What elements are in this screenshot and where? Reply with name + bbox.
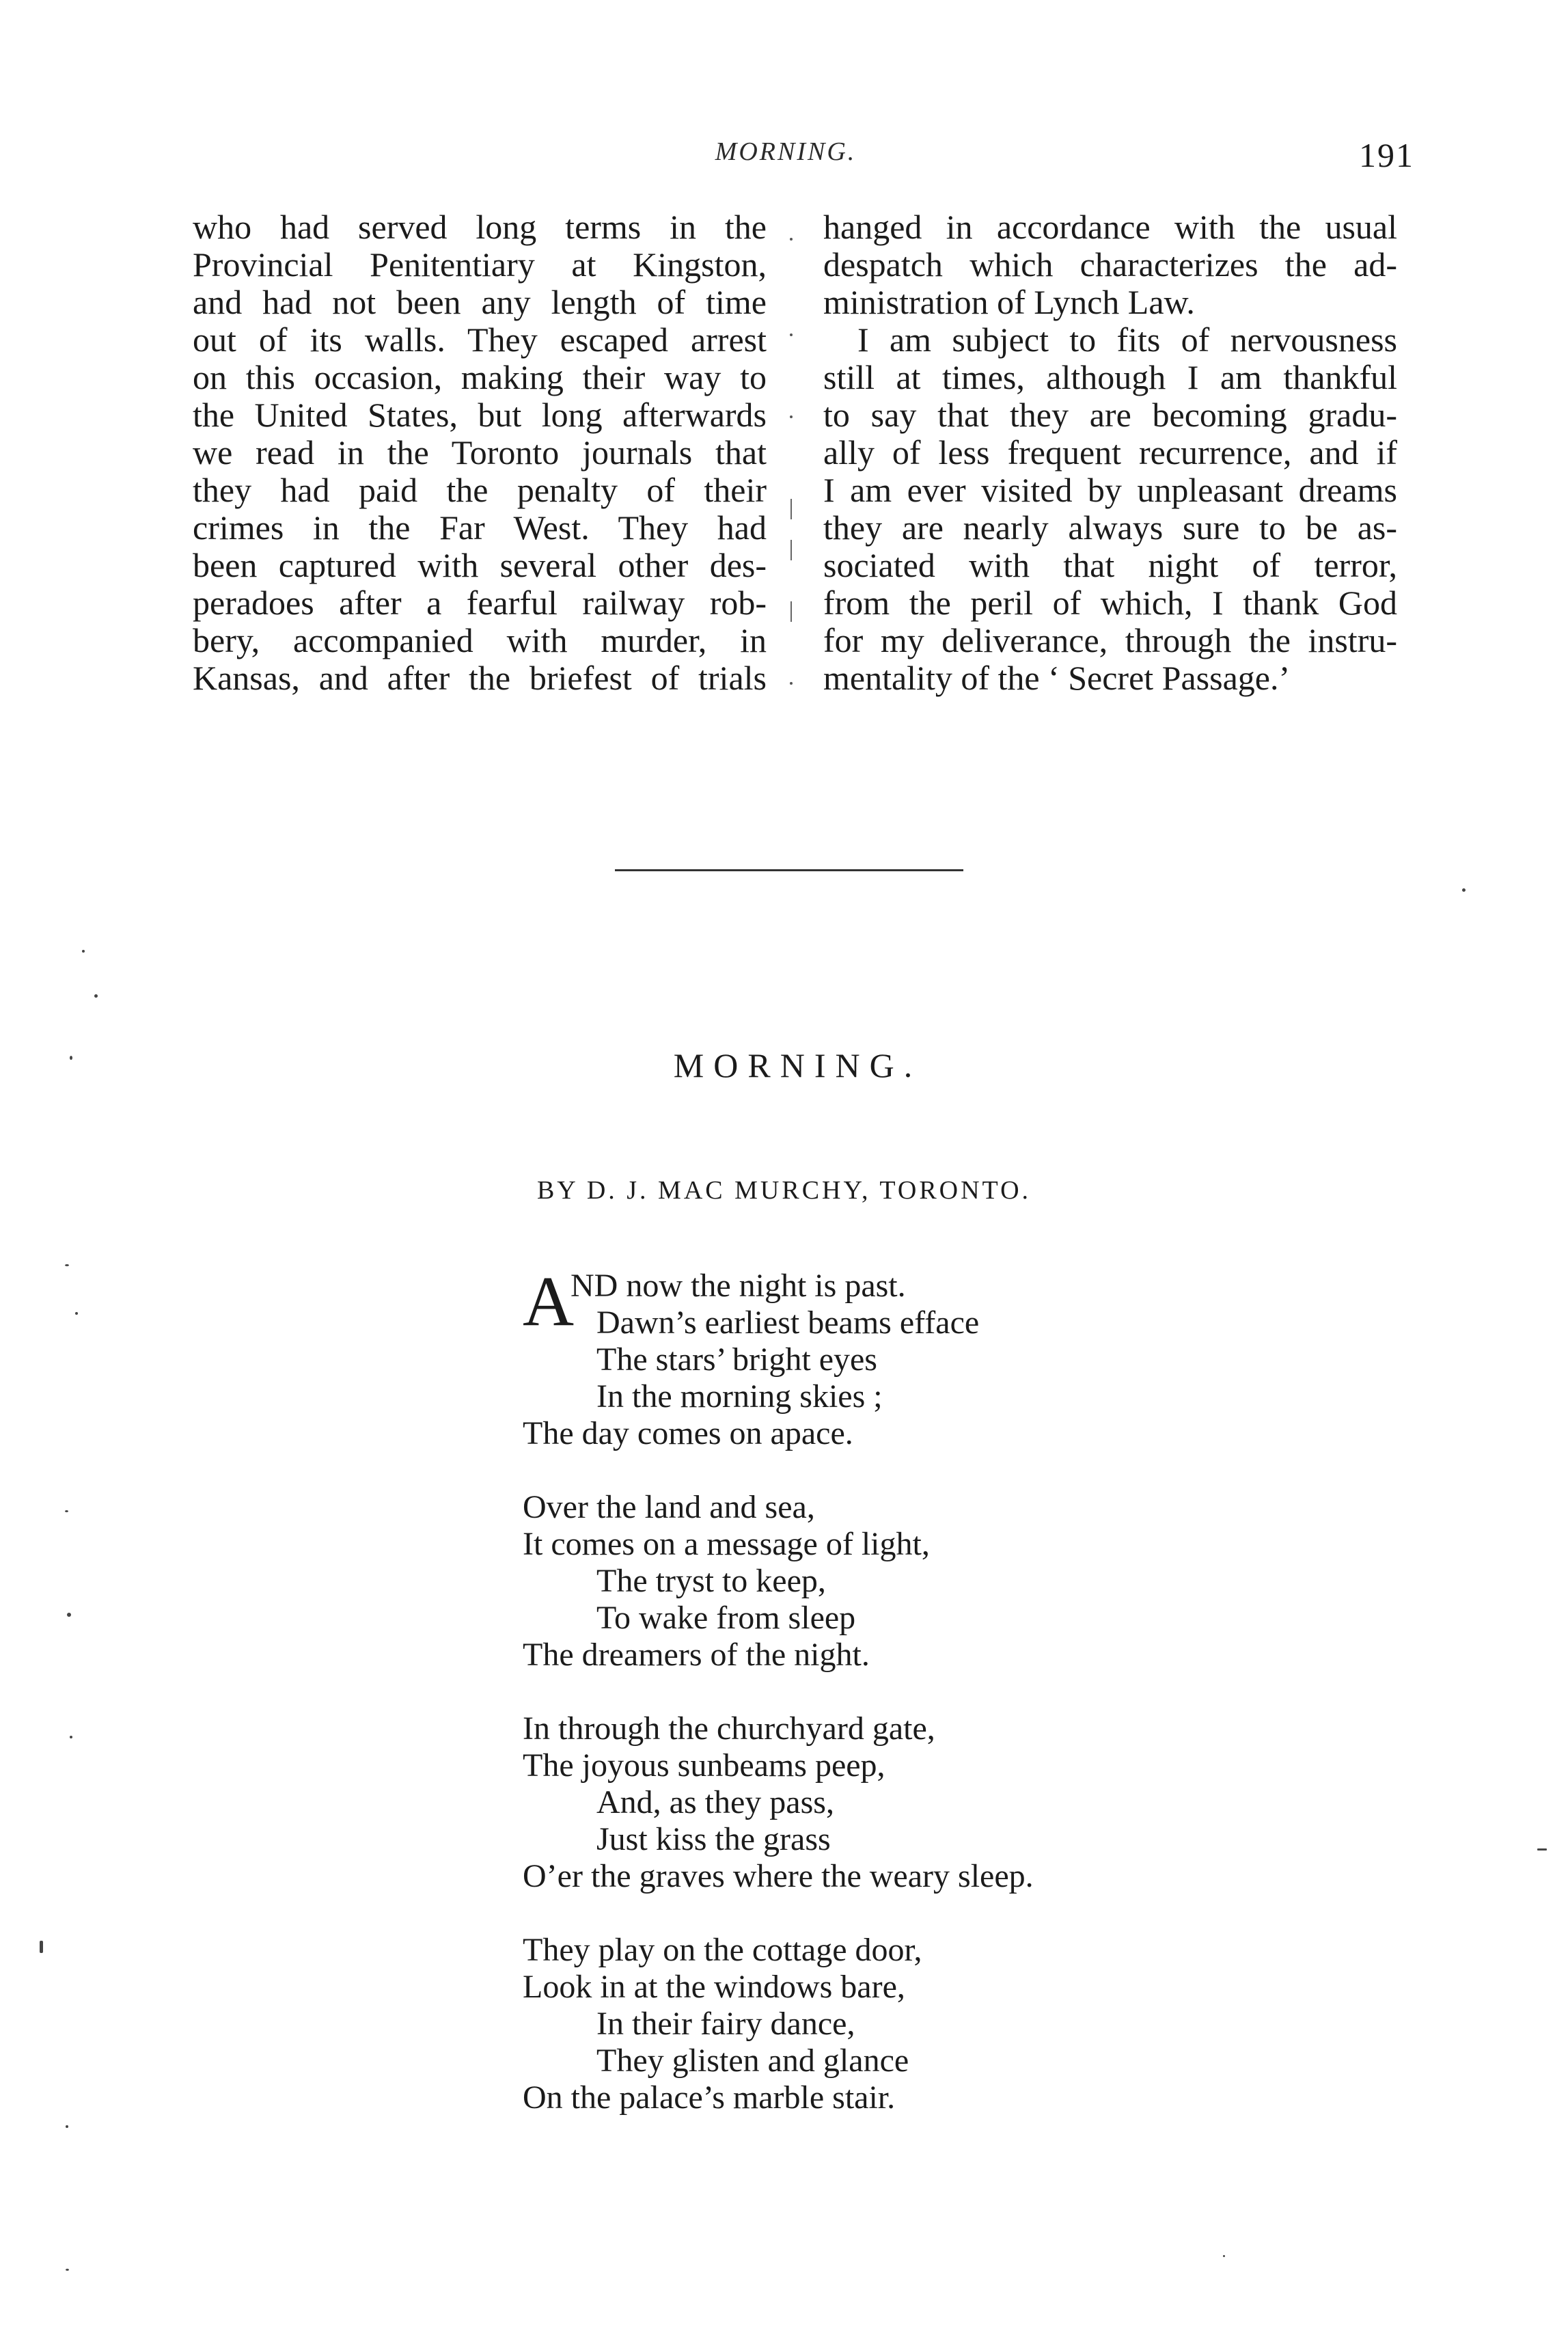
poem-line: The stars’ bright eyes [596,1341,877,1378]
text-line: bery, accompanied with murder, in [193,621,767,659]
poem-body [523,1262,1034,2153]
column-divider [789,219,793,697]
poem-line: The joyous sunbeams peep, [523,1747,885,1784]
poem-line: They play on the cottage door, [523,1932,922,1968]
poem-byline: BY D. J. MAC MURCHY, TORONTO. [536,1176,1032,1205]
poem-stanza [523,1932,1034,2116]
poem-line: In their fairy dance, [596,2006,855,2042]
text-line: to say that they are becoming gradu- [823,396,1397,434]
text-line: peradoes after a fearful railway rob- [193,584,767,622]
text-line: who had served long terms in the [193,208,767,246]
drop-cap: A [523,1262,575,1341]
text-line: and had not been any length of time [193,283,767,321]
text-line: sociated with that night of terror, [823,546,1397,584]
text-line: they had paid the penalty of their [193,471,767,509]
text-line: still at times, although I am thankful [823,358,1397,396]
poem-line: It comes on a message of light, [523,1526,930,1562]
text-line: despatch which characterizes the ad- [823,245,1397,284]
poem-line: The day comes on apace. [523,1415,853,1451]
text-line: crimes in the Far West. They had [193,508,767,547]
poem-line: And, as they pass, [596,1784,834,1820]
poem-stanza [523,1489,1034,1674]
text-line: ministration of Lynch Law. [823,283,1195,321]
text-line: out of its walls. They escaped arrest [193,320,767,359]
text-line: I am ever visited by unpleasant dreams [823,471,1397,509]
text-line: ally of less frequent recurrence, and if [823,433,1397,472]
text-line: they are nearly always sure to be as- [823,508,1397,547]
poem-stanza [523,1710,1034,1895]
text-line: Kansas, and after the briefest of trials [193,659,767,697]
text-line: I am subject to fits of nervousness [857,320,1397,359]
text-line: mentality of the ‘ Secret Passage.’ [823,659,1291,697]
poem-line: Dawn’s earliest beams efface [596,1305,980,1341]
poem-line: Over the land and sea, [523,1489,815,1525]
poem-line: The tryst to keep, [596,1563,826,1599]
poem-line: The dreamers of the night. [523,1637,870,1673]
text-line: we read in the Toronto journals that [193,433,767,472]
text-line: the United States, but long afterwards [193,396,767,434]
poem-line: To wake from sleep [596,1600,856,1636]
text-line: been captured with several other des- [193,546,767,584]
poem-line: In the morning skies ; [596,1378,883,1415]
poem-line: They glisten and glance [596,2043,909,2079]
text-line: from the peril of which, I thank God [823,584,1397,622]
text-line: Provincial Penitentiary at Kingston, [193,245,767,284]
poem-line-text: ND now the night is past. [570,1268,906,1304]
text-line: for my deliverance, through the instru- [823,621,1397,659]
running-head: MORNING. [715,137,857,166]
poem-line: O’er the graves where the weary sleep. [523,1858,1034,1894]
poem-line: Just kiss the grass [596,1821,831,1857]
poem-title: MORNING. [673,1046,922,1084]
text-line: on this occasion, making their way to [193,358,767,396]
page-number: 191 [1359,136,1414,174]
poem-line: On the palace’s marble stair. [523,2079,896,2116]
article-column-right [823,208,1397,697]
article-column-left [193,208,767,697]
text-line: hanged in accordance with the usual [823,208,1397,246]
poem-line: In through the churchyard gate, [523,1710,935,1747]
poem-line: Look in at the windows bare, [523,1969,905,2005]
poem-stanza [523,1262,1034,1452]
section-divider [615,869,963,871]
